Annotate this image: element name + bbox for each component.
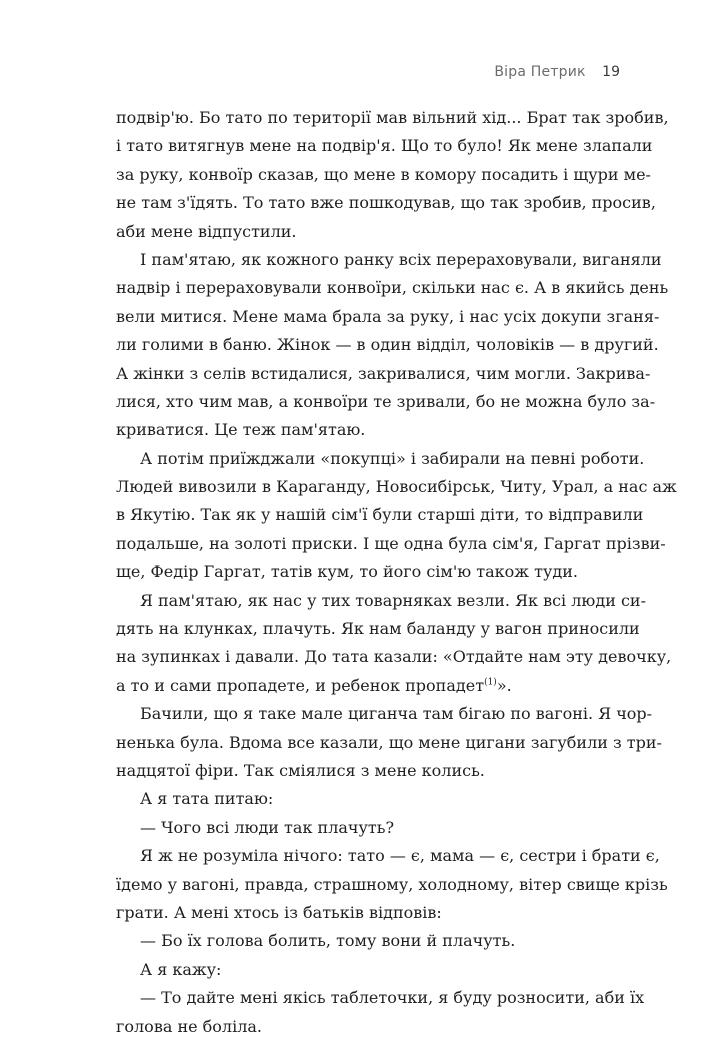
text-line-content: їдемо у вагоні, правда, страшному, холодному, вітер свище крізь xyxy=(116,874,668,894)
text-line-content: — То дайте мені якісь таблеточки, я буду розносити, аби їх xyxy=(140,988,645,1008)
text-line-content: дять на клунках, плачуть. Як нам баланду у вагон приносили xyxy=(116,619,640,639)
text-line-content: аби мене відпустили. xyxy=(116,221,297,241)
text-line xyxy=(116,416,612,444)
text-line xyxy=(116,899,612,927)
text-line-content: а то и сами пропадете, и ребенок пропадет xyxy=(116,675,485,695)
text-line xyxy=(116,218,612,246)
text-line-content: на зупинках і давали. До тата казали: «Отдайте нам эту девочку, xyxy=(116,647,672,667)
text-line-content: вели митися. Мене мама брала за руку, і нас усіх докупи зганя- xyxy=(116,306,660,326)
text-line-content: А я тата питаю: xyxy=(140,789,274,809)
text-line xyxy=(116,104,669,132)
running-head xyxy=(494,64,620,80)
text-line xyxy=(116,189,656,217)
text-line-content: А жінки з селів встидалися, закривалися, чим могли. Закрива- xyxy=(116,363,651,383)
text-line xyxy=(116,530,666,558)
text-line xyxy=(116,871,668,899)
text-line xyxy=(116,274,669,302)
text-line-content: Бачили, що я таке мале циганча там бігаю по вагоні. Я чор- xyxy=(140,704,653,724)
text-line xyxy=(116,558,612,586)
text-line-content: голова не боліла. xyxy=(116,1016,262,1036)
text-line-content: Я ж не розуміла нічого: тато — є, мама — є, сестри і брати є, xyxy=(140,846,660,866)
text-line-content: подальше, на золоті приски. І ще одна була сім'я, Гаргат прізви- xyxy=(116,533,666,553)
text-line-content: І пам'ятаю, як кожного ранку всіх перераховували, виганяли xyxy=(140,249,662,269)
text-line xyxy=(116,1013,612,1041)
text-line-content: А потім приїжджали «покупці» і забирали на певні роботи. xyxy=(140,448,645,468)
text-line xyxy=(116,700,653,728)
text-line xyxy=(116,161,651,189)
text-line xyxy=(116,501,644,529)
text-line xyxy=(116,785,612,813)
text-line-content: криватися. Це теж пам'ятаю. xyxy=(116,420,366,440)
text-line xyxy=(116,672,612,700)
page-number: 19 xyxy=(602,64,620,80)
text-line xyxy=(116,842,660,870)
text-line xyxy=(116,587,646,615)
text-line-content: в Якутію. Так як у нашій сім'ї були старші діти, то відправили xyxy=(116,505,644,525)
text-line-content: надвір і перераховували конвоїри, скільки нас є. А в якийсь день xyxy=(116,278,669,298)
text-line xyxy=(116,445,645,473)
body-text xyxy=(116,104,677,1041)
text-line xyxy=(116,643,672,671)
footnote-marker: (1) xyxy=(484,677,497,688)
text-line xyxy=(116,814,612,842)
text-line xyxy=(116,331,659,359)
text-line-content: ненька була. Вдома все казали, що мене цигани загубили з три- xyxy=(116,732,662,752)
text-line xyxy=(116,757,612,785)
text-line-content: ще, Федір Гаргат, татів кум, то його сім'ю також туди. xyxy=(116,562,578,582)
text-line-content: грати. А мені хтось із батьків відповів: xyxy=(116,902,442,922)
text-line xyxy=(116,927,612,955)
text-line-tail: ». xyxy=(496,675,512,695)
text-line-content: Людей вивозили в Караганду, Новосибірськ, Читу, Урал, а нас аж xyxy=(116,477,677,497)
text-line xyxy=(116,729,662,757)
text-line xyxy=(116,984,645,1012)
text-line-content: — Чого всі люди так плачуть? xyxy=(140,817,395,837)
text-line xyxy=(116,303,660,331)
text-line-content: лися, хто чим мав, а конвоїри те зривали, бо не можна було за- xyxy=(116,391,656,411)
text-line-content: Я пам'ятаю, як нас у тих товарняках везли. Як всі люди си- xyxy=(140,590,646,610)
text-line xyxy=(116,473,677,501)
text-line-content: за руку, конвоїр сказав, що мене в комору посадить і щури ме- xyxy=(116,164,651,184)
text-line-content: і тато витягнув мене на подвір'я. Що то було! Як мене злапали xyxy=(116,136,653,156)
text-line-content: А я кажу: xyxy=(140,959,222,979)
text-line xyxy=(116,956,612,984)
text-line xyxy=(116,388,656,416)
text-line-content: ли голими в баню. Жінок — в один відділ, чоловіків — в другий. xyxy=(116,335,659,355)
text-line xyxy=(116,615,640,643)
author-name: Віра Петрик xyxy=(494,64,586,80)
text-line xyxy=(116,132,653,160)
text-line xyxy=(116,246,662,274)
text-line-content: надцятої фіри. Так сміялися з мене колись. xyxy=(116,760,485,780)
text-line-content: не там з'їдять. То тато вже пошкодував, що так зробив, просив, xyxy=(116,193,656,213)
text-line-content: подвір'ю. Бо тато по території мав вільний хід... Брат так зробив, xyxy=(116,108,669,127)
text-line-content: — Бо їх голова болить, тому вони й плачуть. xyxy=(140,931,516,951)
text-line xyxy=(116,360,651,388)
